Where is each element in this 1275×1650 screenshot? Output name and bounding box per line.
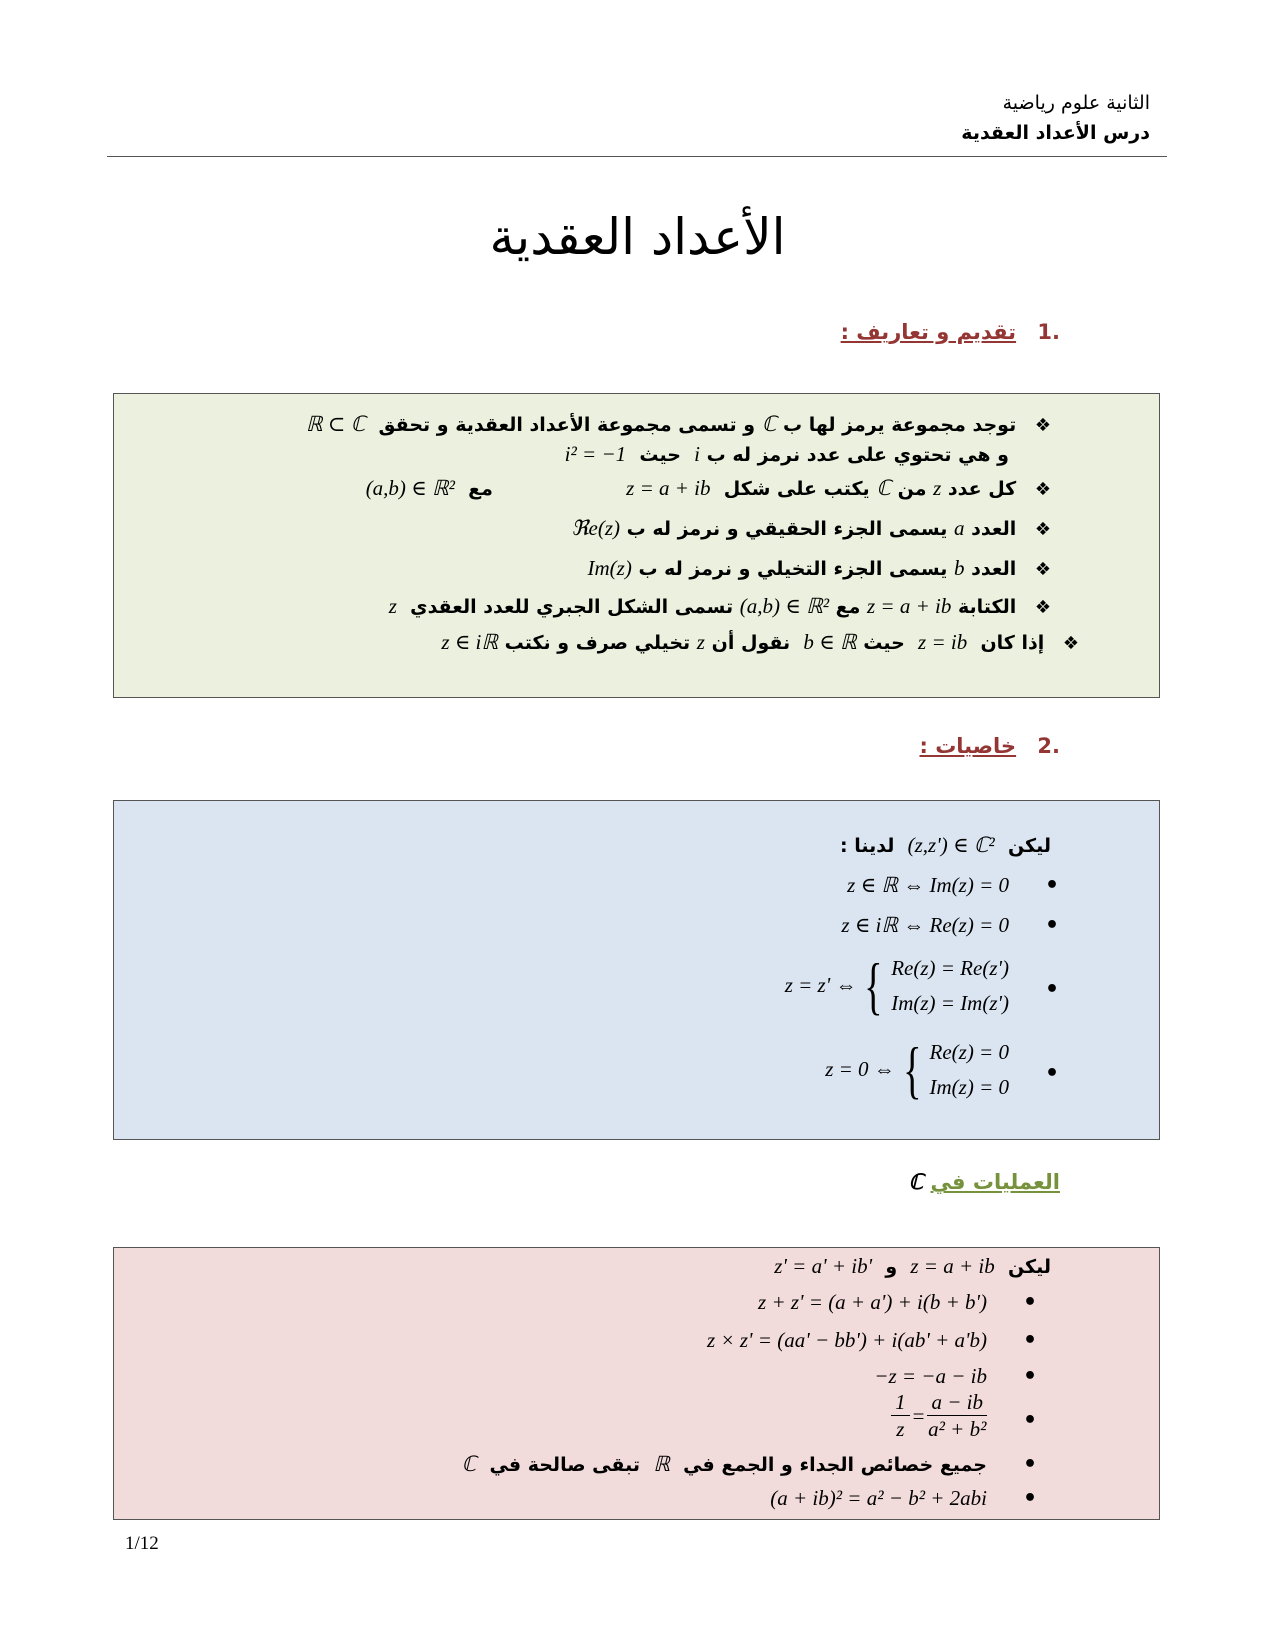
operation-properties: • جميع خصائص الجداء و الجمع في ℝ تبقى صالحة في ℂ	[461, 1452, 1037, 1477]
page-number: 1/12	[125, 1533, 159, 1554]
def-item-6: ❖ إذا كان z = ib حيث b ∈ ℝ نقول أن z تخيلي صرف و نكتب z ∈ iℝ	[441, 630, 1079, 654]
header-divider	[107, 156, 1167, 157]
properties-intro: ليكن (z,z') ∈ ℂ² لدينا :	[840, 833, 1051, 857]
def-item-4: ❖ العدد b يسمى الجزء التخيلي و نرمز له ب Im(z)	[587, 556, 1051, 580]
operation-inverse: • $\frac{1}{z}$ = $\frac{a - ib}{\text{a² + b²}}$	[891, 1390, 987, 1443]
section3-heading: العمليات في ℂ	[908, 1170, 1060, 1194]
operation-opposite: • −z = −a − ib	[874, 1364, 1037, 1389]
diamond-bullet-icon: ❖	[1034, 415, 1051, 436]
diamond-bullet-icon: ❖	[1034, 559, 1051, 580]
def-item-2: ❖ كل عدد z من ℂ يكتب على شكل z = a + ib مع (a,b) ∈ ℝ²	[365, 476, 1051, 500]
bullet-icon: •	[1022, 1290, 1037, 1315]
section3-title: العمليات في	[930, 1170, 1060, 1194]
bullet-icon: •	[1044, 873, 1059, 898]
diamond-bullet-icon: ❖	[1034, 597, 1051, 618]
section2-number: .2	[1037, 734, 1060, 758]
property-zero: • z = 0 ⇔ { Re(z) = 0 Im(z) = 0	[825, 1033, 1059, 1105]
def-item-3: ❖ العدد a يسمى الجزء الحقيقي و نرمز له ب ℜe(z)	[571, 516, 1051, 540]
property-real: • z ∈ ℝ ⇔ Im(z) = 0	[847, 873, 1059, 898]
section2-heading	[919, 734, 1060, 758]
header-level: الثانية علوم رياضية	[1002, 92, 1150, 114]
section1-heading	[841, 320, 1060, 344]
bullet-icon: •	[1022, 1364, 1037, 1389]
diamond-bullet-icon: ❖	[1034, 519, 1051, 540]
def-item-1-cont: و هي تحتوي على عدد نرمز له ب i حيث i² = −1	[564, 442, 1009, 466]
left-brace-icon: {	[902, 1033, 922, 1105]
section2-title: خاصيات :	[919, 734, 1017, 758]
def-item-5: ❖ الكتابة z = a + ib مع (a,b) ∈ ℝ² تسمى الشكل الجبري للعدد العقدي z	[388, 594, 1051, 618]
bullet-icon: •	[1044, 977, 1059, 1002]
bullet-icon: •	[1022, 1486, 1037, 1511]
page-title: الأعداد العقدية	[489, 208, 786, 266]
diamond-bullet-icon: ❖	[1034, 479, 1051, 500]
bullet-icon: •	[1044, 1061, 1059, 1086]
header-lesson: درس الأعداد العقدية	[961, 122, 1150, 144]
operation-square: • (a + ib)² = a² − b² + 2abi	[770, 1486, 1037, 1511]
section1-number: .1	[1037, 320, 1060, 344]
section1-title: تقديم و تعاريف :	[840, 320, 1017, 344]
left-brace-icon: {	[864, 949, 884, 1021]
bullet-icon: •	[1044, 913, 1059, 938]
diamond-bullet-icon: ❖	[1062, 633, 1079, 654]
bullet-icon: •	[1022, 1328, 1037, 1353]
bullet-icon: •	[1022, 1408, 1037, 1433]
property-equality: • z = z' ⇔ { Re(z) = Re(z') Im(z) = Im(z')	[784, 949, 1059, 1021]
property-imaginary: • z ∈ iℝ ⇔ Re(z) = 0	[841, 913, 1059, 938]
operations-box	[113, 1247, 1160, 1520]
operation-product: • z × z' = (aa' − bb') + i(ab' + a'b)	[707, 1328, 1037, 1353]
properties-box	[113, 800, 1160, 1140]
def-item-1: ❖ توجد مجموعة يرمز لها ب ℂ و تسمى مجموعة الأعداد العقدية و تحقق ℝ ⊂ ℂ	[305, 412, 1051, 436]
operation-sum: • z + z' = (a + a') + i(b + b')	[758, 1290, 1037, 1315]
operations-intro: ليكن z = a + ib و z' = a' + ib'	[774, 1254, 1051, 1278]
bullet-icon: •	[1022, 1452, 1037, 1477]
definitions-box	[113, 393, 1160, 698]
